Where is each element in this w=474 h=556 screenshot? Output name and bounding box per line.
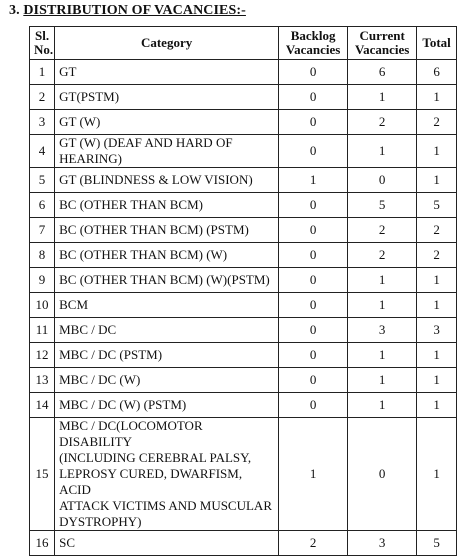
row-backlog: 2 (279, 531, 348, 556)
row-backlog: 0 (279, 343, 348, 368)
row-current: 1 (348, 293, 417, 318)
row-backlog: 0 (279, 393, 348, 418)
row-total: 6 (417, 60, 457, 85)
row-backlog: 0 (279, 368, 348, 393)
category-line: DYSTROPHY) (59, 514, 142, 529)
category-line: MBC / DC (59, 322, 117, 337)
category-line: GT (BLINDNESS & LOW VISION) (59, 172, 253, 187)
row-sl-no: 16 (30, 531, 55, 556)
category-line: GT (59, 64, 77, 79)
row-backlog: 0 (279, 218, 348, 243)
row-category (55, 268, 279, 293)
section-number: 3. (9, 3, 20, 18)
category-line: BC (OTHER THAN BCM) (59, 197, 203, 212)
category-line: BC (OTHER THAN BCM) (W)(PSTM) (59, 272, 270, 287)
row-backlog: 0 (279, 293, 348, 318)
row-backlog: 0 (279, 268, 348, 293)
row-total: 1 (417, 343, 457, 368)
row-backlog: 0 (279, 318, 348, 343)
row-sl-no: 8 (30, 243, 55, 268)
row-total: 1 (417, 135, 457, 168)
category-line: MBC / DC (PSTM) (59, 347, 163, 362)
table-row (30, 531, 457, 556)
row-current: 1 (348, 268, 417, 293)
row-current: 2 (348, 218, 417, 243)
category-line: SC (59, 535, 76, 550)
row-category (55, 318, 279, 343)
header-current-vacancies: Current Vacancies (348, 27, 417, 60)
row-current: 0 (348, 168, 417, 193)
row-category (55, 110, 279, 135)
row-total: 2 (417, 110, 457, 135)
row-total: 1 (417, 168, 457, 193)
category-line: GT (W) (DEAF AND HARD OF (59, 135, 233, 150)
header-row (30, 27, 457, 60)
row-sl-no: 12 (30, 343, 55, 368)
row-backlog: 1 (279, 418, 348, 531)
row-backlog: 0 (279, 60, 348, 85)
row-sl-no: 4 (30, 135, 55, 168)
category-line: GT (W) (59, 114, 101, 129)
vacancy-table (29, 26, 457, 556)
row-total: 1 (417, 418, 457, 531)
header-backlog-vacancies: Backlog Vacancies (279, 27, 348, 60)
table-row (30, 218, 457, 243)
row-current: 2 (348, 110, 417, 135)
row-backlog: 0 (279, 193, 348, 218)
row-sl-no: 9 (30, 268, 55, 293)
table-row (30, 393, 457, 418)
category-line: LEPROSY CURED, DWARFISM, ACID (59, 466, 243, 497)
table-row (30, 85, 457, 110)
row-current: 1 (348, 343, 417, 368)
row-sl-no: 3 (30, 110, 55, 135)
row-total: 1 (417, 85, 457, 110)
category-line: BC (OTHER THAN BCM) (PSTM) (59, 222, 249, 237)
row-sl-no: 11 (30, 318, 55, 343)
row-backlog: 0 (279, 135, 348, 168)
row-category (55, 193, 279, 218)
table-row (30, 343, 457, 368)
row-current: 1 (348, 85, 417, 110)
row-sl-no: 7 (30, 218, 55, 243)
row-backlog: 0 (279, 110, 348, 135)
row-total: 5 (417, 193, 457, 218)
row-total: 3 (417, 318, 457, 343)
section-title: DISTRIBUTION OF VACANCIES:- (23, 3, 246, 18)
row-current: 6 (348, 60, 417, 85)
table-row (30, 243, 457, 268)
category-line: MBC / DC (W) (59, 372, 141, 387)
row-sl-no: 5 (30, 168, 55, 193)
row-category (55, 243, 279, 268)
row-total: 1 (417, 368, 457, 393)
row-category (55, 85, 279, 110)
row-backlog: 0 (279, 243, 348, 268)
row-sl-no: 2 (30, 85, 55, 110)
section-heading (9, 3, 246, 19)
row-total: 2 (417, 243, 457, 268)
header-sl-no: Sl. No. (30, 27, 55, 60)
header-total: Total (417, 27, 457, 60)
table-row (30, 318, 457, 343)
row-sl-no: 14 (30, 393, 55, 418)
row-category (55, 418, 279, 531)
table-row (30, 168, 457, 193)
row-sl-no: 13 (30, 368, 55, 393)
row-current: 5 (348, 193, 417, 218)
row-category (55, 218, 279, 243)
row-category (55, 368, 279, 393)
row-current: 1 (348, 368, 417, 393)
row-current: 1 (348, 135, 417, 168)
category-line: MBC / DC(LOCOMOTOR DISABILITY (59, 418, 203, 449)
row-current: 2 (348, 243, 417, 268)
row-sl-no: 15 (30, 418, 55, 531)
row-current: 1 (348, 393, 417, 418)
table-row (30, 193, 457, 218)
row-total: 1 (417, 293, 457, 318)
row-category (55, 135, 279, 168)
row-category (55, 168, 279, 193)
category-line: BC (OTHER THAN BCM) (W) (59, 247, 228, 262)
category-line: MBC / DC (W) (PSTM) (59, 397, 187, 412)
table-row (30, 368, 457, 393)
category-line: HEARING) (59, 151, 122, 166)
table-row (30, 293, 457, 318)
row-sl-no: 6 (30, 193, 55, 218)
row-backlog: 1 (279, 168, 348, 193)
row-category (55, 531, 279, 556)
row-current: 3 (348, 531, 417, 556)
table-row (30, 135, 457, 168)
row-category (55, 293, 279, 318)
row-current: 3 (348, 318, 417, 343)
row-sl-no: 10 (30, 293, 55, 318)
table-row (30, 110, 457, 135)
row-category (55, 343, 279, 368)
table-row (30, 60, 457, 85)
table-row (30, 418, 457, 531)
category-line: ATTACK VICTIMS AND MUSCULAR (59, 498, 272, 513)
row-backlog: 0 (279, 85, 348, 110)
row-total: 2 (417, 218, 457, 243)
category-line: BCM (59, 297, 89, 312)
header-category: Category (55, 27, 279, 60)
row-category (55, 60, 279, 85)
row-category (55, 393, 279, 418)
row-current: 0 (348, 418, 417, 531)
row-total: 5 (417, 531, 457, 556)
category-line: GT(PSTM) (59, 89, 120, 104)
row-total: 1 (417, 393, 457, 418)
table-row (30, 268, 457, 293)
row-total: 1 (417, 268, 457, 293)
row-sl-no: 1 (30, 60, 55, 85)
category-line: (INCLUDING CEREBRAL PALSY, (59, 450, 252, 465)
